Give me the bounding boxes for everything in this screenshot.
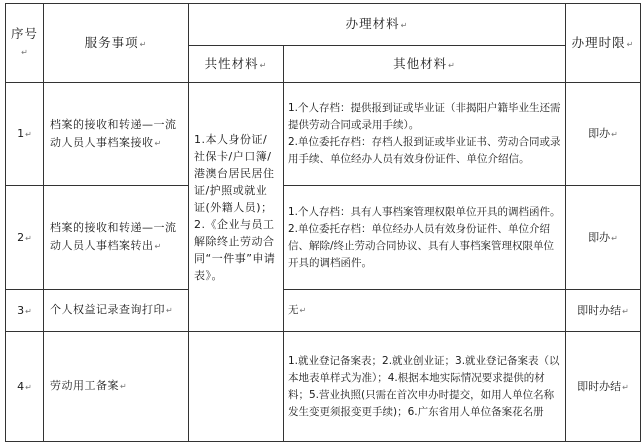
time-limit-cell: 即办↵ <box>566 83 641 186</box>
header-time-limit: 办理时限↵ <box>566 4 641 83</box>
header-materials: 办理材料↵ <box>189 4 566 46</box>
seq-cell: 2↵ <box>6 186 44 290</box>
table-row <box>6 332 641 442</box>
other-materials-cell: 1.个人存档：具有人事档案管理权限单位开具的调档函件。 2.单位委托存档：单位经办人员有效身份证件、单位介绍信、解除/终止劳动合同协议、具有人事档案管理权限单位开具的调档函件。 <box>284 186 566 290</box>
table-row <box>6 290 641 332</box>
table-row <box>6 186 641 290</box>
other-materials-cell: 1.个人存档：提供报到证或毕业证（非揭阳户籍毕业生还需提供劳动合同或录用手续）。 2.单位委托存档：存档人报到证或毕业证书、劳动合同或录用手续、单位经办人员有效身份证件、单位介绍信。 <box>284 83 566 186</box>
time-limit-cell: 即办↵ <box>566 186 641 290</box>
table-row <box>6 83 641 186</box>
header-seq: 序号↵ <box>6 4 44 83</box>
other-materials-cell: 无↵ <box>284 290 566 332</box>
time-limit-cell: 即时办结↵ <box>566 332 641 442</box>
header-service: 服务事项↵ <box>44 4 189 83</box>
service-cell: 档案的接收和转递—一流动人员人事档案接收↵ <box>44 83 189 186</box>
other-materials-cell: 1.就业登记备案表；2.就业创业证；3.就业登记备案表（以本地表单样式为准）；4.根据本地实际情况要求提供的材料；5.营业执照(只需在首次申办时提交，如用人单位名称发生变更须报变更手续)；6.广东省用人单位备案花名册 <box>284 332 566 442</box>
service-cell: 个人权益记录查询打印↵ <box>44 290 189 332</box>
service-cell: 档案的接收和转递—一流动人员人事档案转出↵ <box>44 186 189 290</box>
seq-cell: 1↵ <box>6 83 44 186</box>
common-materials-cell: 1.本人身份证/社保卡/户口簿/港澳台居民居住证/护照或就业证(外籍人员)； 2.《企业与员工解除终止劳动合同“一件事”申请表》。 <box>189 83 284 332</box>
header-common: 共性材料↵ <box>189 46 284 83</box>
common-materials-empty-cell <box>189 332 284 442</box>
service-cell: 劳动用工备案↵ <box>44 332 189 442</box>
time-limit-cell: 即时办结↵ <box>566 290 641 332</box>
seq-cell: 4↵ <box>6 332 44 442</box>
seq-cell: 3↵ <box>6 290 44 332</box>
service-materials-table <box>5 3 641 442</box>
header-other: 其他材料↵ <box>284 46 566 83</box>
